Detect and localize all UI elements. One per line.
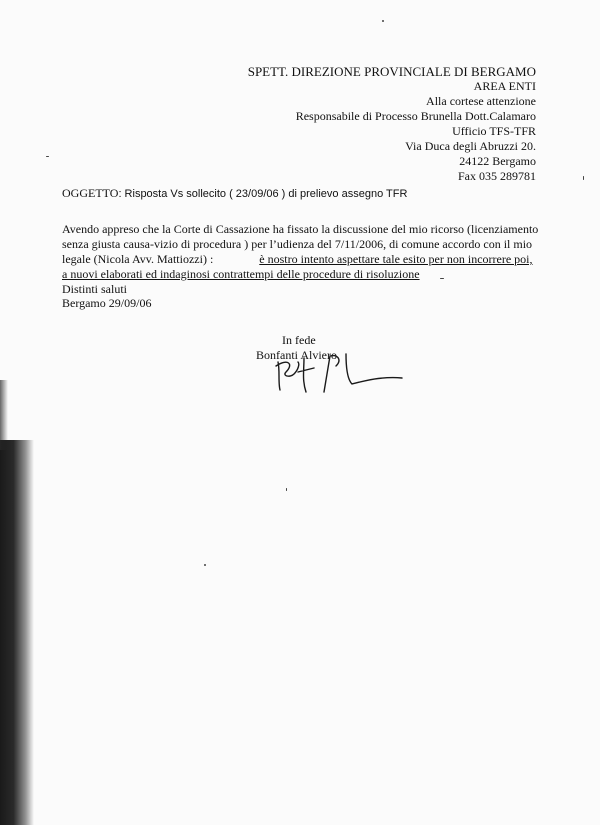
recipient-line: Via Duca degli Abruzzi 20. bbox=[405, 139, 536, 153]
letter-body bbox=[62, 222, 542, 282]
place-date: Bergamo 29/09/06 bbox=[62, 296, 152, 310]
scan-speck bbox=[286, 488, 287, 491]
closing-block bbox=[62, 282, 151, 310]
recipient-address-block bbox=[248, 64, 536, 184]
recipient-line: Fax 035 289781 bbox=[458, 169, 536, 183]
recipient-line: AREA ENTI bbox=[473, 79, 536, 93]
underlined-statement: a nuovi elaborati ed indaginosi contrattempi delle procedure di risoluzione bbox=[62, 267, 420, 281]
body-line: Avendo appreso che la Corte di Cassazione ha fissato la discussione del mio ricorso (licenziamento bbox=[62, 222, 539, 236]
scan-speck bbox=[204, 564, 206, 566]
body-line bbox=[62, 252, 542, 267]
scan-speck bbox=[583, 176, 584, 180]
scan-speck bbox=[46, 156, 49, 157]
subject-label: OGGETTO bbox=[62, 186, 119, 200]
subject-line bbox=[62, 186, 407, 201]
underlined-statement: è nostro intento aspettare tale esito per non incorrere poi, bbox=[259, 252, 533, 266]
handwritten-signature bbox=[268, 340, 408, 400]
recipient-line: Alla cortese attenzione bbox=[426, 94, 536, 108]
scan-speck bbox=[382, 20, 384, 22]
subject-text: : Risposta Vs sollecito ( 23/09/06 ) di prelievo assegno TFR bbox=[118, 188, 408, 200]
recipient-line: Ufficio TFS-TFR bbox=[452, 124, 536, 138]
body-line-start: legale (Nicola Avv. Mattiozzi) : bbox=[62, 252, 214, 266]
body-line: senza giusta causa-vizio di procedura ) per l’udienza del 7/11/2006, di comune accordo con il mio bbox=[62, 237, 533, 251]
scan-shadow-artifact-top bbox=[0, 380, 8, 450]
recipient-line: SPETT. DIREZIONE PROVINCIALE DI BERGAMO bbox=[247, 64, 536, 79]
scan-shadow-artifact bbox=[0, 440, 34, 825]
recipient-line: 24122 Bergamo bbox=[459, 154, 536, 168]
closing-greeting: Distinti saluti bbox=[62, 282, 128, 296]
signatory-name: Bonfanti Alviero bbox=[256, 348, 337, 362]
recipient-line: Responsabile di Processo Brunella Dott.Calamaro bbox=[295, 109, 536, 123]
in-fede-text: In fede bbox=[282, 333, 316, 347]
